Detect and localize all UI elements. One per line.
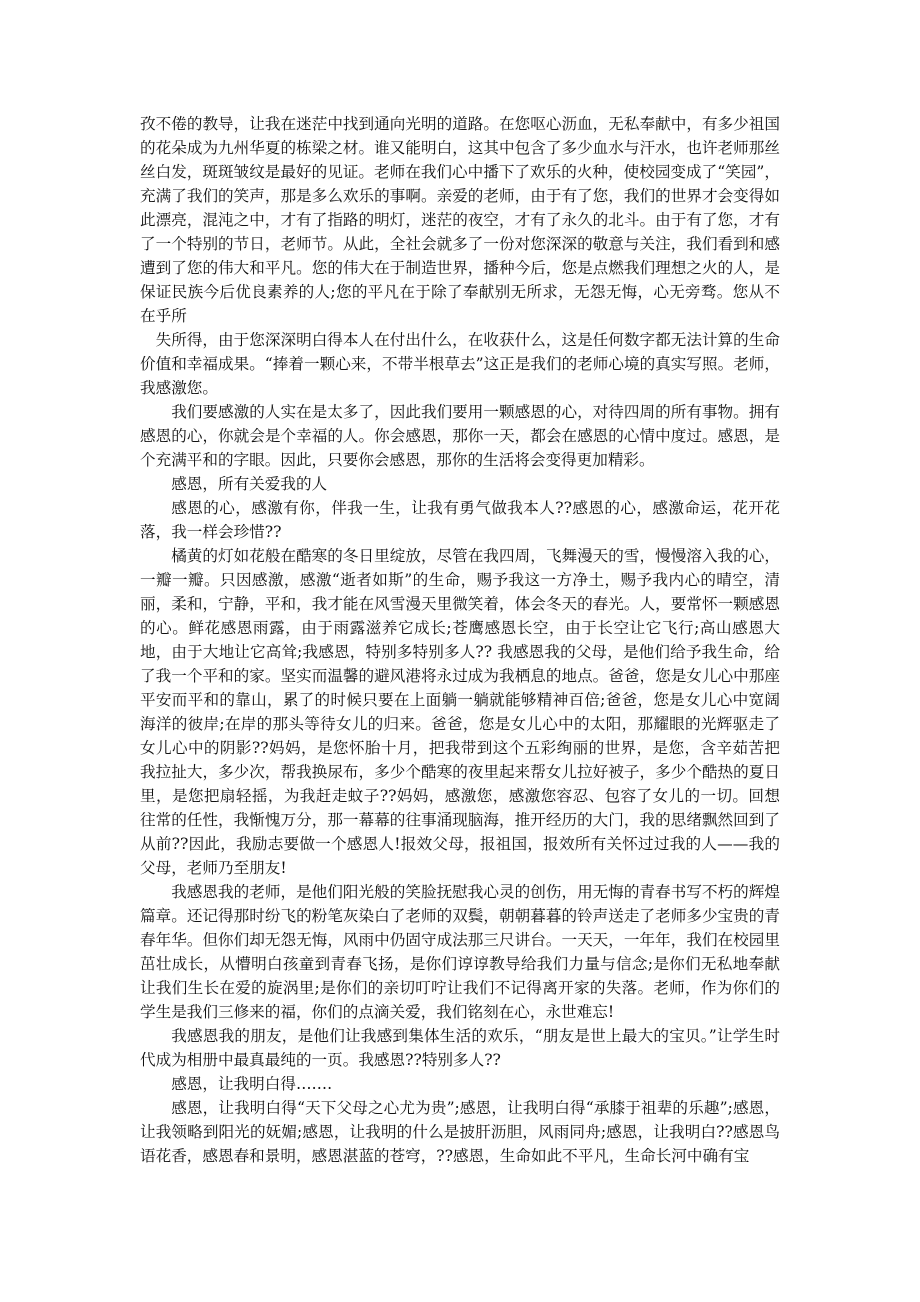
paragraph-6: 橘黄的灯如花般在酷寒的冬日里绽放，尽管在我四周，飞舞漫天的雪，慢慢溶入我的心，一瓣一瓣。只因感激，感激“逝者如斯”的生命，赐予我这一方净土，赐予我内心的晴空，清丽，柔和，宁静，平和，我才能在风雪漫天里微笑着，体会冬天的春光。人，要常怀一颗感恩的心。鲜花感恩雨露，由于雨露滋养它成长;苍鹰感恩长空，由于长空让它飞行;高山感恩大地，由于大地让它高耸;我感恩，特别多特别多人?? 我感恩我的父母，是他们给予我生命，给了我一个平和的家。坚实而温馨的避风港将永过成为我栖息的地点。爸爸，您是女儿心中那座平安而平和的靠山，累了的时候只要在上面躺一躺就能够精神百倍;爸爸，您是女儿心中宽阔海洋的彼岸;在岸的那头等待女儿的归来。爸爸，您是女儿心中的太阳，那耀眼的光辉驱走了女儿心中的阴影??妈妈，是您怀胎十月，把我带到这个五彩绚丽的世界，是您，含辛茹苦把我拉扯大，多少次，帮我换尿布，多少个酷寒的夜里起来帮女儿拉好被子，多少个酷热的夏日里，是您把扇轻摇，为我赶走蚊子??妈妈，感激您，感激您容忍、包容了女儿的一切。回想往常的任性，我惭愧万分，那一幕幕的往事涌现脑海，推开经历的大门，我的思绪飘然回到了从前??因此，我励志要做一个感恩人!报效父母，报祖国，报效所有关怀过过我的人——我的父母，老师乃至朋友!	[140, 547, 780, 877]
section-heading: 感恩，所有关爱我的人	[171, 475, 328, 493]
paragraph-2: 失所得，由于您深深明白得本人在付出什么，在收获什么，这是任何数字都无法计算的生命价值和幸福成果。“捧着一颗心来，不带半根草去”这正是我们的老师心境的真实写照。老师，我感激您。	[140, 331, 780, 397]
document-page	[140, 112, 780, 1168]
paragraph-10: 感恩，让我明白得“天下父母之心尤为贵”;感恩，让我明白得“承膝于祖辈的乐趣”;感恩，让我领略到阳光的妩媚;感恩，让我明的什么是披肝沥胆，风雨同舟;感恩，让我明白??感恩鸟语花香，感恩春和景明，感恩湛蓝的苍穹，??感恩，生命如此不平凡，生命长河中确有宝	[140, 1099, 780, 1165]
paragraph-1: 孜不倦的教导，让我在迷茫中找到通向光明的道路。在您呕心沥血，无私奉献中，有多少祖国的花朵成为九州华夏的栋梁之材。谁又能明白，这其中包含了多少血水与汗水，也许老师那丝丝白发，斑斑皱纹是最好的见证。老师在我们心中播下了欢乐的火种，使校园变成了“笑园”，充满了我们的笑声，那是多么欢乐的事啊。亲爱的老师，由于有了您，我们的世界才会变得如此漂亮，混沌之中，才有了指路的明灯，迷茫的夜空，才有了永久的北斗。由于有了您，才有了一个特别的节日，老师节。从此，全社会就多了一份对您深深的敬意与关注，我们看到和感遭到了您的伟大和平凡。您的伟大在于制造世界，播种今后，您是点燃我们理想之火的人，是保证民族今后优良素养的人;您的平凡在于除了奉献别无所求，无怨无悔，心无旁骛。您从不在乎所	[140, 115, 780, 325]
paragraph-3: 我们要感激的人实在是太多了，因此我们要用一颗感恩的心，对待四周的所有事物。拥有感恩的心，你就会是个幸福的人。你会感恩，那你一天，都会在感恩的心情中度过。感恩，是个充满平和的字眼。因此，只要你会感恩，那你的生活将会变得更加精彩。	[140, 403, 780, 469]
paragraph-5: 感恩的心，感激有你，伴我一生，让我有勇气做我本人??感恩的心，感激命运，花开花落，我一样会珍惜??	[140, 499, 780, 541]
paragraph-7: 我感恩我的老师，是他们阳光般的笑脸抚慰我心灵的创伤，用无悔的青春书写不朽的辉煌篇章。还记得那时纷飞的粉笔灰染白了老师的双鬓，朝朝暮暮的铃声送走了老师多少宝贵的青春年华。但你们却无怨无悔，风雨中仍固守成法那三尺讲台。一天天，一年年，我们在校园里茁壮成长，从懵明白孩童到青春飞扬，是你们谆谆教导给我们力量与信念;是你们无私地奉献让我们生长在爱的旋涡里;是你们的亲切叮咛让我们不记得离开家的失落。老师，作为你们的学生是我们三修来的福，你们的点滴关爱，我们铭刻在心，永世难忘!	[140, 883, 780, 1021]
paragraph-9: 感恩，让我明白得…….	[171, 1075, 333, 1093]
paragraph-8: 我感恩我的朋友，是他们让我感到集体生活的欢乐，“朋友是世上最大的宝贝。”让学生时代成为相册中最真最纯的一页。我感恩??特别多人??	[140, 1027, 780, 1069]
